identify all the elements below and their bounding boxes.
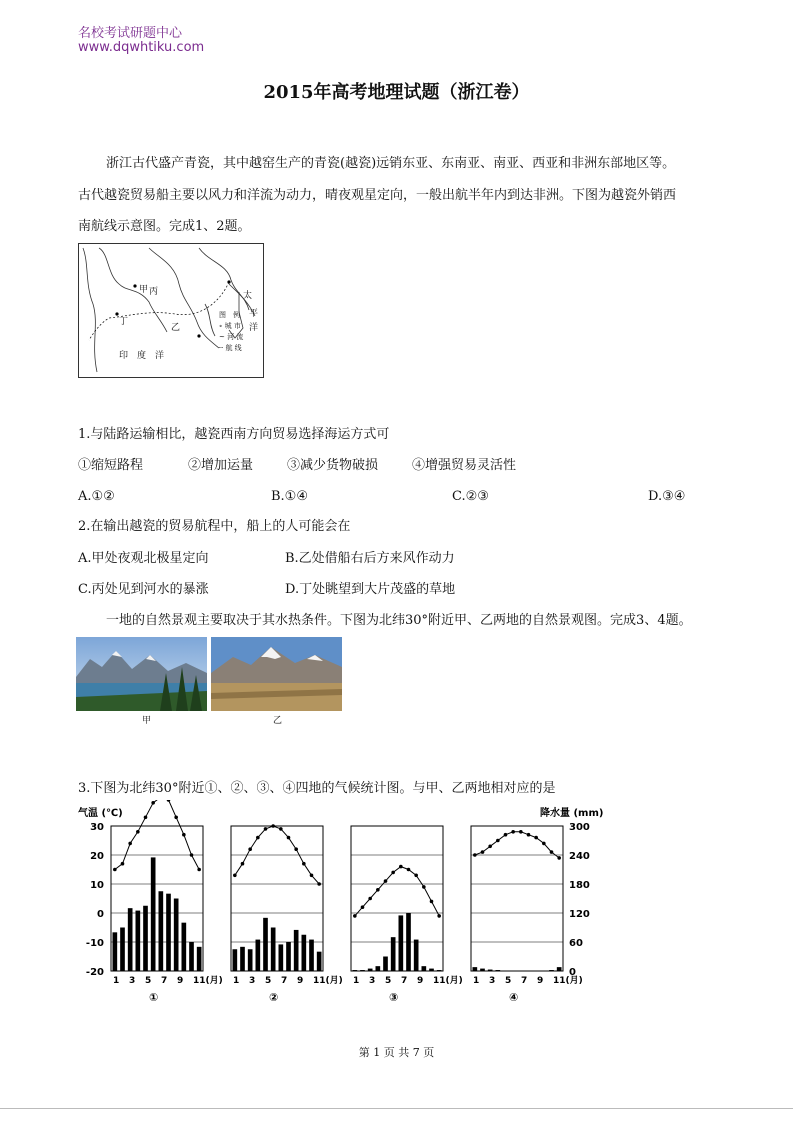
temperature-point [279, 827, 283, 831]
temperature-point [121, 862, 125, 866]
temperature-point [519, 830, 523, 834]
x-tick-label: 3 [129, 976, 136, 986]
temp-tick-label: 30 [90, 822, 104, 833]
photo-caption-yi: 乙 [273, 716, 283, 726]
climate-chart-1 [111, 800, 223, 1004]
q1-option-b: B.①④ [271, 489, 308, 504]
temperature-line [115, 800, 199, 870]
precip-bar [136, 911, 141, 971]
precip-bar [488, 970, 493, 971]
precip-bar [414, 940, 419, 971]
temperature-point [488, 845, 492, 849]
temperature-point [368, 897, 372, 901]
temperature-point [256, 836, 260, 840]
temperature-point [391, 871, 395, 875]
temperature-point [557, 856, 561, 860]
q2-option-a: A.甲处夜观北极星定向 [78, 551, 209, 566]
precip-bar [279, 944, 284, 971]
temperature-point [504, 833, 508, 837]
x-tick-label: 5 [505, 976, 512, 986]
climate-chart-4 [471, 826, 583, 1004]
climate-charts [0, 800, 793, 1010]
q1-option-d: D.③④ [648, 489, 686, 504]
q1-item-2: ②增加运量 [188, 458, 254, 473]
temperature-line [355, 867, 439, 916]
climate-chart-3 [351, 826, 463, 1004]
temperature-point [233, 874, 237, 878]
precip-bar [557, 967, 562, 971]
precip-bar [128, 908, 133, 971]
x-tick-label: 1 [473, 976, 480, 986]
intro-line-2: 古代越瓷贸易船主要以风力和洋流为动力，晴夜观星定向，一般出航半年内到达非洲。下图为越瓷外销西 [78, 188, 677, 203]
intro-line-3: 南航线示意图。完成1、2题。 [78, 219, 251, 234]
x-tick-label: 11(月) [553, 976, 583, 986]
x-tick-label: 7 [161, 976, 168, 986]
q3-stem: 3.下图为北纬30°附近①、②、③、④四地的气候统计图。与甲、乙两地相对应的是 [78, 781, 556, 796]
x-tick-label: 3 [489, 976, 496, 986]
precip-bar [143, 906, 148, 971]
precip-bar [113, 932, 118, 971]
precip-bar [496, 970, 501, 971]
temp-axis-label: 气温 (℃) [78, 808, 123, 819]
q2-stem: 2.在输出越瓷的贸易航程中，船上的人可能会在 [78, 519, 351, 534]
bottom-divider [0, 1108, 793, 1109]
x-tick-label: 9 [297, 976, 304, 986]
chart-name-label: ② [269, 991, 279, 1004]
precip-axis-label: 降水量 (mm) [540, 808, 604, 819]
page-footer: 第 1 页 共 7 页 [358, 1046, 435, 1059]
temp-tick-label: -20 [85, 967, 104, 978]
temperature-point [271, 824, 275, 828]
legend-river-icon: ~ [219, 333, 228, 341]
temperature-point [182, 833, 186, 837]
q1-option-a: A.①② [78, 489, 115, 504]
temperature-point [361, 905, 365, 909]
legend-river: 河 流 [227, 333, 244, 341]
x-tick-label: 5 [145, 976, 152, 986]
x-tick-label: 3 [249, 976, 256, 986]
x-tick-label: 11(月) [433, 976, 463, 986]
intro-line-1: 浙江古代盛产青瓷，其中越窑生产的青瓷(越瓷)远销东亚、东南亚、南亚、西亚和非洲东部地区等。 [106, 156, 676, 171]
x-tick-label: 7 [401, 976, 408, 986]
precip-bar [256, 940, 261, 971]
page-title: 2015年高考地理试题（浙江卷） [263, 82, 530, 103]
chart-name-label: ① [149, 991, 159, 1004]
temperature-point [310, 874, 314, 878]
precip-bar [248, 949, 253, 971]
x-tick-label: 9 [177, 976, 184, 986]
temperature-point [197, 868, 201, 872]
temperature-point [174, 816, 178, 820]
precip-bar [240, 947, 245, 971]
map-label-indian-ocean: 印 度 洋 [119, 351, 165, 361]
precip-bar [302, 935, 307, 971]
precip-bar [480, 969, 485, 971]
map-label-yi: 乙 [171, 323, 181, 333]
precip-bar [422, 966, 427, 971]
route-map [78, 243, 264, 378]
temperature-point [430, 900, 434, 904]
temperature-point [302, 862, 306, 866]
precip-bar [166, 894, 171, 971]
temperature-point [414, 874, 418, 878]
precip-bar [263, 918, 268, 971]
temperature-point [534, 836, 538, 840]
temperature-point [144, 816, 148, 820]
precip-bar [360, 970, 365, 971]
legend-city-icon: ∘ [219, 322, 225, 330]
temperature-point [527, 833, 531, 837]
x-tick-label: 1 [353, 976, 360, 986]
q1-item-1: ①缩短路程 [78, 458, 144, 473]
temperature-point [542, 842, 546, 846]
x-tick-label: 5 [265, 976, 272, 986]
temperature-point [248, 847, 252, 851]
temperature-point [481, 850, 485, 854]
precip-bar [406, 913, 411, 971]
precip-bar [309, 940, 314, 971]
precip-bar [376, 966, 381, 971]
q1-item-3: ③减少货物破损 [287, 458, 379, 473]
intro2: 一地的自然景观主要取决于其水热条件。下图为北纬30°附近甲、乙两地的自然景观图。完成3、4题。 [106, 613, 692, 628]
precip-tick-label: 180 [569, 880, 590, 891]
precip-bar [549, 970, 554, 971]
x-tick-label: 1 [113, 976, 120, 986]
temperature-point [496, 839, 500, 843]
precip-tick-label: 60 [569, 938, 583, 949]
chart-frame [351, 826, 443, 971]
precip-bar [399, 915, 404, 971]
map-legend [219, 310, 261, 376]
precip-bar [182, 923, 187, 971]
temp-tick-label: -10 [85, 938, 104, 949]
temperature-point [264, 827, 268, 831]
temperature-point [384, 879, 388, 883]
temp-tick-label: 0 [97, 909, 104, 920]
precip-bar [317, 952, 322, 971]
temperature-point [113, 868, 117, 872]
q2-option-d: D.丁处眺望到大片茂盛的草地 [285, 582, 456, 597]
precip-bar [159, 891, 164, 971]
chart-name-label: ④ [509, 991, 519, 1004]
temperature-point [294, 847, 298, 851]
x-tick-label: 7 [521, 976, 528, 986]
precip-bar [437, 970, 442, 971]
temperature-point [550, 850, 554, 854]
landscape-photo-yi [211, 637, 342, 711]
temperature-point [317, 882, 321, 886]
q1-option-c: C.②③ [452, 489, 489, 504]
map-label-pacific-2: 平 [249, 309, 259, 319]
x-tick-label: 5 [385, 976, 392, 986]
chart-frame [471, 826, 563, 971]
temperature-point [287, 836, 291, 840]
precip-bar [197, 947, 202, 971]
temperature-point [167, 800, 171, 802]
legend-route: 航 线 [225, 344, 242, 352]
map-label-bing: 丙 [149, 287, 159, 297]
x-tick-label: 9 [417, 976, 424, 986]
x-tick-label: 9 [537, 976, 544, 986]
temperature-point [353, 914, 357, 918]
x-tick-label: 3 [369, 976, 376, 986]
precip-bar [174, 899, 179, 972]
temperature-point [437, 914, 441, 918]
x-tick-label: 7 [281, 976, 288, 986]
temperature-point [136, 830, 140, 834]
temperature-point [151, 801, 155, 805]
temp-tick-label: 20 [90, 851, 104, 862]
x-tick-label: 11(月) [193, 976, 223, 986]
legend-route-icon: ┄ [219, 344, 226, 352]
precip-bar [120, 928, 125, 972]
map-label-jia: 甲 [139, 285, 149, 295]
temperature-point [422, 885, 426, 889]
precip-bar [473, 967, 478, 971]
temperature-point [376, 888, 380, 892]
photo-caption-jia: 甲 [142, 716, 152, 726]
precip-bar [286, 942, 291, 971]
precip-bar [368, 969, 373, 971]
precip-tick-label: 0 [569, 967, 576, 978]
header-site-name: 名校考试研题中心 [78, 26, 183, 41]
x-tick-label: 1 [233, 976, 240, 986]
q1-stem: 1.与陆路运输相比，越瓷西南方向贸易选择海运方式可 [78, 427, 390, 442]
map-label-pacific-1: 太 [243, 291, 253, 301]
x-tick-label: 11(月) [313, 976, 343, 986]
precip-tick-label: 120 [569, 909, 590, 920]
precip-bar [391, 937, 396, 971]
temperature-point [399, 865, 403, 869]
q2-option-c: C.丙处见到河水的暴涨 [78, 582, 209, 597]
temp-tick-label: 10 [90, 880, 104, 891]
temperature-point [473, 853, 477, 857]
temperature-point [407, 868, 411, 872]
precip-bar [353, 970, 358, 971]
precip-bar [189, 942, 194, 971]
header-site-url: www.dqwhtiku.com [78, 40, 205, 55]
temperature-point [241, 862, 245, 866]
temperature-point [190, 853, 194, 857]
precip-tick-label: 240 [569, 851, 590, 862]
landscape-photo-jia [76, 637, 207, 711]
precip-bar [294, 930, 299, 971]
temperature-line [475, 832, 559, 858]
precip-bar [383, 957, 388, 972]
precip-bar [271, 928, 276, 972]
map-label-pacific-3: 洋 [249, 323, 259, 333]
q1-item-4: ④增强贸易灵活性 [412, 458, 517, 473]
precip-bar [151, 857, 156, 971]
q2-option-b: B.乙处借船右后方来风作动力 [285, 551, 455, 566]
map-label-ding: 丁 [119, 317, 129, 327]
legend-title: 图 例 [219, 311, 240, 319]
precip-bar [233, 949, 238, 971]
precip-bar [429, 969, 434, 971]
temperature-point [128, 842, 132, 846]
chart-name-label: ③ [389, 991, 399, 1004]
precip-tick-label: 300 [569, 822, 590, 833]
climate-chart-2 [231, 824, 343, 1004]
legend-city: 城 市 [224, 322, 241, 330]
temperature-point [511, 830, 515, 834]
